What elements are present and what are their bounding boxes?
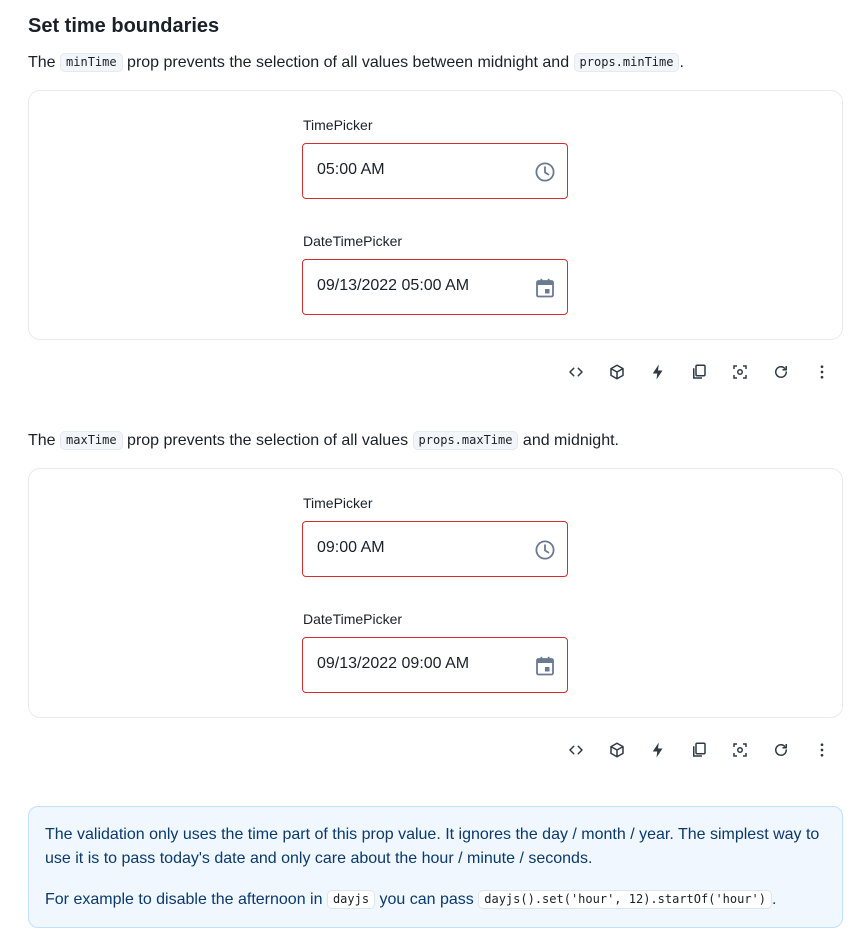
date-time-picker-input[interactable] [302,259,568,315]
max-time-demo [28,468,843,718]
demo-toolbar [560,734,838,766]
info-callout [28,806,843,928]
min-time-text-middle: prop prevents the selection of all values between midnight and [122,54,574,71]
time-picker-input[interactable] [302,521,568,577]
date-time-picker-label: DateTimePicker [303,233,403,249]
clock-icon[interactable] [533,160,557,184]
code-icon[interactable] [560,734,592,766]
max-time-value-code: props.maxTime [413,431,519,450]
dayjs-code: dayjs [327,890,375,909]
focus-icon[interactable] [724,356,756,388]
callout-example-after: . [772,891,777,908]
date-time-picker-value[interactable]: 09/13/2022 05:00 AM [317,277,470,294]
section-title: Set time boundaries [28,15,220,37]
callout-text: The validation only uses the time part of this prop value. It ignores the day / month / year. The simplest way to use it is to pass today's date and only care about the hour / minute / seconds. [45,826,820,867]
time-picker-value[interactable]: 09:00 AM [317,539,385,556]
max-time-text-before: The [28,432,61,449]
date-time-picker-label: DateTimePicker [303,611,403,627]
calendar-icon[interactable] [533,654,557,678]
copy-icon[interactable] [683,734,715,766]
callout-example-before: For example to disable the afternoon in [45,891,327,908]
min-time-demo [28,90,843,340]
more-vertical-icon[interactable] [806,356,838,388]
bolt-icon[interactable] [642,734,674,766]
cube-icon[interactable] [601,734,633,766]
min-time-value-code: props.minTime [574,53,680,72]
callout-example [45,887,826,912]
min-time-prop-code: minTime [60,53,123,72]
time-picker-label: TimePicker [303,495,373,511]
clock-icon[interactable] [533,538,557,562]
time-picker-input[interactable] [302,143,568,199]
date-time-picker-input[interactable] [302,637,568,693]
demo-toolbar [560,356,838,388]
bolt-icon[interactable] [642,356,674,388]
reset-icon[interactable] [765,734,797,766]
min-time-text-before: The [28,54,61,71]
more-vertical-icon[interactable] [806,734,838,766]
min-time-text-after: . [679,54,684,71]
calendar-icon[interactable] [533,276,557,300]
min-time-description [28,50,684,75]
reset-icon[interactable] [765,356,797,388]
callout-example-middle: you can pass [375,891,479,908]
focus-icon[interactable] [724,734,756,766]
copy-icon[interactable] [683,356,715,388]
date-time-picker-value[interactable]: 09/13/2022 09:00 AM [317,655,470,672]
time-picker-label: TimePicker [303,117,373,133]
max-time-prop-code: maxTime [60,431,123,450]
time-picker-value[interactable]: 05:00 AM [317,161,385,178]
example-code: dayjs().set('hour', 12).startOf('hour') [478,890,772,909]
code-icon[interactable] [560,356,592,388]
max-time-text-after: and midnight. [518,432,619,449]
cube-icon[interactable] [601,356,633,388]
max-time-description [28,428,619,453]
max-time-text-middle: prop prevents the selection of all values [122,432,413,449]
